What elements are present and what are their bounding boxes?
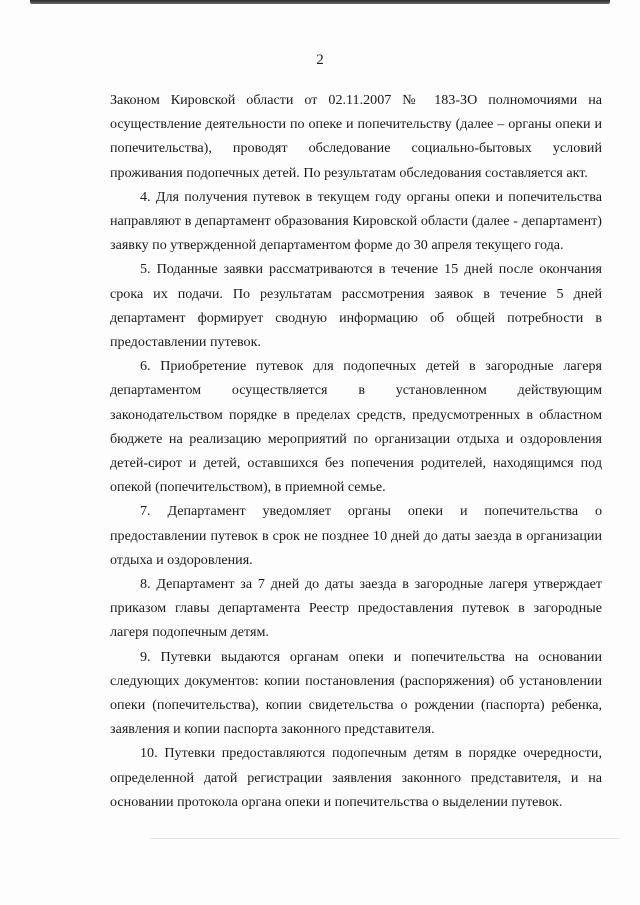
paragraph-item-9: 9. Путевки выдаются органам опеки и попечительства на основании следующих документов: копии постановления (распоряжения) об установлении опеки (попечительства), копии свидетельства о рождении (паспорта) ребенка, заявления и копии паспорта законного представителя. — [110, 648, 602, 738]
paragraph-item-6: 6. Приобретение путевок для подопечных детей в загородные лагеря департаментом осуществляется в установленном действующим законодательством порядке в пределах средств, предусмотренных в областном бюджете на реализацию мероприятий по организации отдыха и оздоровления детей-сирот и детей, оставшихся без попечения родителей, находящимся под опекой (попечительством), в приемной семье. — [110, 358, 602, 496]
paragraph-item-8: 8. Департамент за 7 дней до даты заезда в загородные лагеря утверждает приказом главы департамента Реестр предоставления путевок в загородные лагеря подопечным детям. — [110, 576, 602, 641]
paragraph-item-10: 10. Путевки предоставляются подопечным детям в порядке очередности, определенной датой регистрации заявления законного представителя, и на основании протокола органа опеки и попечительства о выделении путевок. — [110, 745, 602, 810]
scan-top-edge — [30, 0, 610, 4]
paragraph-item-7: 7. Департамент уведомляет органы опеки и попечительства о предоставлении путевок в срок не позднее 10 дней до даты заезда в организации отдыха и оздоровления. — [110, 503, 602, 568]
paragraph-item-4: 4. Для получения путевок в текущем году органы опеки и попечительства направляют в департамент образования Кировской области (далее - департамент) заявку по утвержденной департаментом форме до 30 апреля текущего года. — [110, 188, 602, 254]
paragraph-item-5: 5. Поданные заявки рассматриваются в течение 15 дней после окончания срока их подачи. По результатам рассмотрения заявок в течение 5 дней департамент формирует сводную информацию об общей потребности в предоставлении путевок. — [110, 261, 602, 351]
document-body — [110, 88, 602, 814]
paragraph-continuation: Законом Кировской области от 02.11.2007 № 183-ЗО полномочиями на осуществление деятельности по опеке и попечительству (далее – органы опеки и попечительства), проводят обследование социально-бытовых условий проживания подопечных детей. По результатам обследования составляется акт. — [110, 92, 602, 181]
page-number: 2 — [316, 52, 324, 68]
scan-bottom-mark — [150, 838, 620, 839]
